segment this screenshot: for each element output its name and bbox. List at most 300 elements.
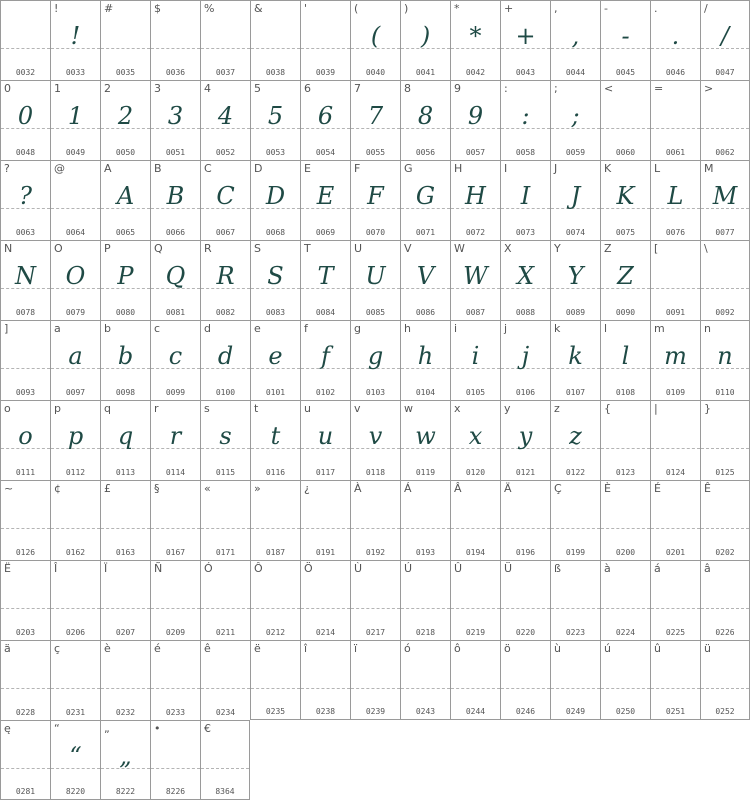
glyph-char-label: \ bbox=[704, 242, 708, 255]
glyph-char-label: = bbox=[654, 82, 664, 95]
glyph-cell bbox=[400, 400, 450, 480]
glyph-cell bbox=[400, 0, 450, 80]
glyph-cell bbox=[0, 0, 50, 80]
glyph-code: 0069 bbox=[315, 228, 336, 237]
glyph-code: 0081 bbox=[165, 308, 186, 317]
glyph-char-label: N bbox=[4, 242, 13, 255]
glyph-code: 0239 bbox=[365, 707, 386, 716]
glyph-sample: J bbox=[570, 182, 581, 210]
glyph-code: 0126 bbox=[15, 548, 36, 557]
baseline-guide bbox=[551, 528, 600, 529]
glyph-sample: W bbox=[463, 262, 488, 290]
glyph-char-label: Á bbox=[404, 482, 412, 495]
glyph-code: 8364 bbox=[215, 787, 235, 796]
glyph-code: 0048 bbox=[15, 148, 36, 157]
glyph-cell bbox=[650, 480, 700, 560]
glyph-cell bbox=[400, 640, 450, 720]
glyph-code: 0124 bbox=[665, 468, 686, 477]
glyph-char-label: ô bbox=[454, 642, 461, 655]
glyph-cell bbox=[300, 480, 350, 560]
glyph-cell bbox=[50, 400, 100, 480]
glyph-char-label: x bbox=[454, 402, 461, 415]
glyph-char-label: E bbox=[304, 162, 311, 175]
glyph-cell bbox=[300, 240, 350, 320]
glyph-cell bbox=[200, 160, 250, 240]
glyph-sample: R bbox=[216, 262, 235, 290]
glyph-code: 0039 bbox=[315, 68, 336, 77]
glyph-sample: S bbox=[267, 262, 284, 290]
glyph-code: 0167 bbox=[165, 548, 186, 557]
glyph-code: 0060 bbox=[615, 148, 636, 157]
glyph-cell bbox=[500, 480, 550, 560]
glyph-cell bbox=[50, 640, 100, 720]
glyph-cell bbox=[50, 0, 100, 80]
glyph-char-label: î bbox=[304, 642, 308, 655]
baseline-guide bbox=[151, 608, 200, 609]
glyph-code: 0162 bbox=[65, 548, 86, 557]
glyph-code: 0091 bbox=[665, 308, 686, 317]
glyph-code: 0071 bbox=[415, 228, 436, 237]
glyph-code: 0063 bbox=[15, 228, 36, 237]
glyph-cell bbox=[200, 320, 250, 400]
glyph-code: 0225 bbox=[665, 628, 686, 637]
glyph-sample: : bbox=[521, 102, 530, 130]
baseline-guide bbox=[101, 528, 150, 529]
glyph-code: 0082 bbox=[215, 308, 236, 317]
glyph-code: 0203 bbox=[15, 628, 36, 637]
glyph-char-label: ß bbox=[554, 562, 561, 575]
baseline-guide bbox=[51, 608, 100, 609]
glyph-cell bbox=[700, 240, 750, 320]
baseline-guide bbox=[701, 688, 749, 689]
glyph-char-label: à bbox=[604, 562, 611, 575]
glyph-char-label: ë bbox=[254, 642, 261, 655]
glyph-cell bbox=[700, 0, 750, 80]
glyph-sample: O bbox=[65, 262, 86, 290]
glyph-char-label: ê bbox=[204, 642, 211, 655]
glyph-code: 0224 bbox=[615, 628, 636, 637]
glyph-char-label: 3 bbox=[154, 82, 161, 95]
glyph-cell bbox=[500, 640, 550, 720]
glyph-char-label: Ó bbox=[204, 562, 213, 575]
glyph-char-label: P bbox=[104, 242, 111, 255]
glyph-code: 0087 bbox=[465, 308, 486, 317]
glyph-cell bbox=[600, 240, 650, 320]
baseline-guide bbox=[151, 688, 200, 689]
glyph-char-label: f bbox=[304, 322, 308, 335]
glyph-cell bbox=[350, 160, 400, 240]
glyph-cell bbox=[550, 640, 600, 720]
glyph-cell bbox=[250, 160, 300, 240]
glyph-cell bbox=[450, 160, 500, 240]
glyph-code: 0206 bbox=[65, 628, 86, 637]
glyph-code: 0252 bbox=[715, 707, 735, 716]
baseline-guide bbox=[101, 608, 150, 609]
glyph-cell bbox=[50, 240, 100, 320]
glyph-sample: g bbox=[367, 342, 384, 370]
baseline-guide bbox=[101, 688, 150, 689]
glyph-sample: . bbox=[671, 22, 680, 50]
glyph-char-label: : bbox=[504, 82, 508, 95]
glyph-cell bbox=[700, 640, 750, 720]
glyph-sample: t bbox=[270, 422, 281, 450]
glyph-sample: d bbox=[217, 342, 234, 370]
glyph-cell bbox=[450, 560, 500, 640]
glyph-code: 8220 bbox=[65, 787, 86, 796]
glyph-char-label: ù bbox=[554, 642, 561, 655]
glyph-cell bbox=[150, 560, 200, 640]
glyph-code: 0075 bbox=[615, 228, 636, 237]
glyph-code: 0233 bbox=[165, 708, 186, 717]
glyph-cell bbox=[350, 480, 400, 560]
glyph-char-label: [ bbox=[654, 242, 659, 255]
glyph-code: 0067 bbox=[215, 228, 236, 237]
glyph-char-label: ; bbox=[554, 82, 558, 95]
baseline-guide bbox=[201, 688, 250, 689]
glyph-code: 0090 bbox=[615, 308, 636, 317]
glyph-code: 0056 bbox=[415, 148, 436, 157]
glyph-char-label: r bbox=[154, 402, 159, 415]
baseline-guide bbox=[601, 128, 650, 129]
glyph-char-label: h bbox=[404, 322, 411, 335]
glyph-sample: P bbox=[117, 262, 134, 290]
glyph-code: 0228 bbox=[15, 708, 36, 717]
glyph-code: 0045 bbox=[615, 68, 636, 77]
baseline-guide bbox=[1, 688, 50, 689]
baseline-guide bbox=[251, 528, 300, 529]
glyph-sample: X bbox=[516, 262, 535, 290]
glyph-cell bbox=[250, 400, 300, 480]
glyph-char-label: / bbox=[704, 2, 708, 15]
glyph-char-label: ( bbox=[354, 2, 359, 15]
glyph-code: 0061 bbox=[665, 148, 686, 157]
glyph-sample: u bbox=[317, 422, 334, 450]
glyph-char-label: 2 bbox=[104, 82, 111, 95]
glyph-sample: 5 bbox=[267, 102, 284, 130]
glyph-cell bbox=[50, 720, 100, 800]
glyph-char-label: Z bbox=[604, 242, 612, 255]
glyph-char-label: t bbox=[254, 402, 259, 415]
glyph-code: 0092 bbox=[715, 308, 735, 317]
baseline-guide bbox=[51, 528, 100, 529]
glyph-char-label: $ bbox=[154, 2, 161, 15]
glyph-code: 0246 bbox=[515, 707, 536, 716]
glyph-char-label: ] bbox=[4, 322, 9, 335]
glyph-cell bbox=[350, 80, 400, 160]
glyph-char-label: J bbox=[554, 162, 558, 175]
glyph-sample: * bbox=[469, 22, 482, 50]
glyph-cell bbox=[250, 320, 300, 400]
glyph-char-label: Â bbox=[454, 482, 462, 495]
glyph-char-label: » bbox=[254, 482, 261, 495]
baseline-guide bbox=[401, 528, 450, 529]
glyph-char-label: d bbox=[204, 322, 211, 335]
glyph-char-label: O bbox=[54, 242, 63, 255]
glyph-code: 0251 bbox=[665, 707, 686, 716]
glyph-char-label: j bbox=[504, 322, 508, 335]
glyph-cell bbox=[150, 720, 200, 800]
glyph-cell bbox=[400, 160, 450, 240]
glyph-code: 0033 bbox=[65, 68, 86, 77]
glyph-char-label: Ñ bbox=[154, 562, 163, 575]
baseline-guide bbox=[551, 608, 600, 609]
glyph-code: 0079 bbox=[65, 308, 86, 317]
glyph-cell bbox=[0, 240, 50, 320]
baseline-guide bbox=[1, 48, 50, 49]
glyph-cell bbox=[100, 480, 150, 560]
glyph-cell bbox=[200, 0, 250, 80]
glyph-char-label: , bbox=[554, 2, 558, 15]
glyph-sample: n bbox=[717, 342, 733, 370]
glyph-code: 0074 bbox=[565, 228, 586, 237]
glyph-sample: s bbox=[219, 422, 232, 450]
glyph-cell bbox=[150, 640, 200, 720]
glyph-sample: z bbox=[569, 422, 582, 450]
glyph-cell bbox=[450, 320, 500, 400]
glyph-code: 0102 bbox=[315, 388, 336, 397]
glyph-code: 0218 bbox=[415, 628, 436, 637]
glyph-char-label: â bbox=[704, 562, 711, 575]
glyph-cell bbox=[100, 720, 150, 800]
glyph-cell bbox=[650, 320, 700, 400]
glyph-sample: l bbox=[621, 342, 630, 370]
glyph-code: 0125 bbox=[715, 468, 735, 477]
glyph-cell bbox=[700, 80, 750, 160]
glyph-code: 0119 bbox=[415, 468, 436, 477]
glyph-code: 0059 bbox=[565, 148, 586, 157]
glyph-code: 0054 bbox=[315, 148, 336, 157]
glyph-sample: / bbox=[720, 22, 730, 50]
glyph-sample: 1 bbox=[67, 102, 84, 130]
glyph-char-label: 8 bbox=[404, 82, 411, 95]
glyph-cell bbox=[0, 560, 50, 640]
glyph-sample: ? bbox=[19, 182, 32, 210]
glyph-code: 0089 bbox=[565, 308, 586, 317]
glyph-char-label: ' bbox=[304, 2, 308, 15]
glyph-char-label: u bbox=[304, 402, 311, 415]
glyph-sample: i bbox=[471, 342, 480, 370]
baseline-guide bbox=[251, 688, 300, 689]
glyph-code: 0209 bbox=[165, 628, 186, 637]
glyph-code: 0053 bbox=[265, 148, 286, 157]
glyph-code: 0219 bbox=[465, 628, 486, 637]
glyph-cell bbox=[150, 480, 200, 560]
glyph-sample: “ bbox=[69, 742, 82, 770]
glyph-char-label: 7 bbox=[354, 82, 361, 95]
glyph-char-label: * bbox=[454, 2, 460, 15]
glyph-char-label: + bbox=[504, 2, 514, 15]
glyph-sample: „ bbox=[119, 742, 132, 770]
glyph-code: 0171 bbox=[215, 548, 236, 557]
glyph-cell bbox=[350, 0, 400, 80]
glyph-char-label: Î bbox=[54, 562, 58, 575]
glyph-code: 0042 bbox=[465, 68, 486, 77]
glyph-cell bbox=[50, 80, 100, 160]
glyph-char-label: | bbox=[654, 402, 658, 415]
glyph-sample: k bbox=[568, 342, 583, 370]
glyph-cell bbox=[200, 480, 250, 560]
glyph-code: 0046 bbox=[665, 68, 686, 77]
glyph-char-label: D bbox=[254, 162, 263, 175]
glyph-cell bbox=[500, 0, 550, 80]
glyph-sample: 2 bbox=[117, 102, 134, 130]
baseline-guide bbox=[51, 208, 100, 209]
glyph-char-label: I bbox=[504, 162, 508, 175]
glyph-code: 0086 bbox=[415, 308, 436, 317]
baseline-guide bbox=[451, 688, 500, 689]
glyph-cell bbox=[100, 320, 150, 400]
glyph-sample: N bbox=[15, 262, 36, 290]
baseline-guide bbox=[1, 528, 50, 529]
baseline-guide bbox=[701, 528, 749, 529]
glyph-code: 0238 bbox=[315, 707, 336, 716]
glyph-cell bbox=[300, 560, 350, 640]
glyph-cell bbox=[250, 80, 300, 160]
glyph-sample: v bbox=[368, 422, 383, 450]
glyph-sample: e bbox=[268, 342, 283, 370]
glyph-code: 0122 bbox=[565, 468, 586, 477]
glyph-char-label: Ö bbox=[304, 562, 313, 575]
glyph-cell bbox=[50, 160, 100, 240]
glyph-char-label: . bbox=[654, 2, 658, 15]
glyph-char-label: L bbox=[654, 162, 661, 175]
baseline-guide bbox=[251, 48, 300, 49]
glyph-cell bbox=[600, 560, 650, 640]
baseline-guide bbox=[1, 368, 50, 369]
glyph-code: 0223 bbox=[565, 628, 586, 637]
glyph-char-label: ú bbox=[604, 642, 611, 655]
glyph-cell bbox=[650, 640, 700, 720]
glyph-char-label: « bbox=[204, 482, 211, 495]
glyph-code: 0244 bbox=[465, 707, 486, 716]
glyph-cell bbox=[150, 80, 200, 160]
glyph-code: 0250 bbox=[615, 707, 636, 716]
glyph-sample: - bbox=[621, 22, 630, 50]
glyph-sample: F bbox=[367, 182, 384, 210]
glyph-char-label: Q bbox=[154, 242, 163, 255]
glyph-char-label: 6 bbox=[304, 82, 311, 95]
glyph-char-label: ~ bbox=[4, 482, 14, 495]
glyph-sample: G bbox=[415, 182, 436, 210]
glyph-char-label: „ bbox=[104, 722, 110, 735]
glyph-char-label: a bbox=[54, 322, 61, 335]
glyph-code: 0111 bbox=[15, 468, 36, 477]
glyph-cell bbox=[550, 0, 600, 80]
glyph-cell bbox=[550, 240, 600, 320]
glyph-cell bbox=[600, 160, 650, 240]
glyph-cell bbox=[550, 480, 600, 560]
glyph-cell bbox=[200, 640, 250, 720]
glyph-sample: ( bbox=[370, 22, 381, 50]
glyph-char-label: n bbox=[704, 322, 711, 335]
glyph-cell bbox=[300, 400, 350, 480]
glyph-cell bbox=[250, 480, 300, 560]
glyph-char-label: ü bbox=[704, 642, 711, 655]
glyph-sample: , bbox=[571, 22, 580, 50]
glyph-cell bbox=[450, 480, 500, 560]
baseline-guide bbox=[651, 288, 700, 289]
glyph-cell bbox=[550, 80, 600, 160]
glyph-char-label: 1 bbox=[54, 82, 61, 95]
glyph-cell bbox=[300, 160, 350, 240]
glyph-sample: h bbox=[417, 342, 434, 370]
glyph-char-label: M bbox=[704, 162, 714, 175]
glyph-code: 0212 bbox=[265, 628, 286, 637]
glyph-char-label: < bbox=[604, 82, 614, 95]
baseline-guide bbox=[151, 528, 200, 529]
glyph-cell bbox=[0, 480, 50, 560]
glyph-cell bbox=[150, 240, 200, 320]
glyph-sample: o bbox=[18, 422, 33, 450]
glyph-char-label: ) bbox=[404, 2, 409, 15]
glyph-char-label: s bbox=[204, 402, 210, 415]
glyph-cell bbox=[200, 400, 250, 480]
glyph-cell bbox=[250, 0, 300, 80]
glyph-cell bbox=[600, 400, 650, 480]
baseline-guide bbox=[1, 608, 50, 609]
glyph-code: 0032 bbox=[15, 68, 36, 77]
glyph-sample: L bbox=[667, 182, 684, 210]
glyph-cell bbox=[500, 160, 550, 240]
glyph-cell bbox=[350, 640, 400, 720]
baseline-guide bbox=[501, 688, 550, 689]
glyph-code: 0050 bbox=[115, 148, 136, 157]
baseline-guide bbox=[601, 608, 650, 609]
baseline-guide bbox=[201, 608, 250, 609]
baseline-guide bbox=[651, 448, 700, 449]
glyph-code: 0123 bbox=[615, 468, 636, 477]
glyph-cell bbox=[300, 640, 350, 720]
glyph-char-label: @ bbox=[54, 162, 65, 175]
glyph-sample: c bbox=[168, 342, 183, 370]
glyph-cell bbox=[500, 80, 550, 160]
glyph-char-label: § bbox=[154, 482, 160, 495]
glyph-char-label: Ï bbox=[104, 562, 108, 575]
glyph-char-label: ! bbox=[54, 2, 59, 15]
glyph-char-label: € bbox=[204, 722, 211, 735]
glyph-cell bbox=[200, 240, 250, 320]
glyph-cell bbox=[150, 0, 200, 80]
glyph-code: 0066 bbox=[165, 228, 186, 237]
glyph-code: 0113 bbox=[115, 468, 136, 477]
glyph-code: 0101 bbox=[265, 388, 286, 397]
glyph-char-label: { bbox=[604, 402, 611, 415]
glyph-code: 0064 bbox=[65, 228, 86, 237]
glyph-char-label: % bbox=[204, 2, 215, 15]
glyph-cell bbox=[400, 240, 450, 320]
glyph-code: 0047 bbox=[715, 68, 735, 77]
glyph-code: 0038 bbox=[265, 68, 286, 77]
glyph-sample: H bbox=[465, 182, 486, 210]
baseline-guide bbox=[601, 528, 650, 529]
glyph-char-label: T bbox=[304, 242, 311, 255]
glyph-cell bbox=[100, 640, 150, 720]
glyph-code: 0108 bbox=[615, 388, 636, 397]
glyph-cell bbox=[400, 480, 450, 560]
glyph-sample: 6 bbox=[317, 102, 334, 130]
glyph-cell bbox=[0, 80, 50, 160]
glyph-char-label: é bbox=[154, 642, 161, 655]
glyph-cell bbox=[650, 400, 700, 480]
glyph-cell bbox=[150, 320, 200, 400]
glyph-cell bbox=[400, 80, 450, 160]
glyph-code: 0217 bbox=[365, 628, 386, 637]
glyph-sample: 7 bbox=[367, 102, 384, 130]
baseline-guide bbox=[351, 528, 400, 529]
glyph-cell bbox=[500, 560, 550, 640]
glyph-code: 0117 bbox=[315, 468, 336, 477]
glyph-char-label: B bbox=[154, 162, 162, 175]
